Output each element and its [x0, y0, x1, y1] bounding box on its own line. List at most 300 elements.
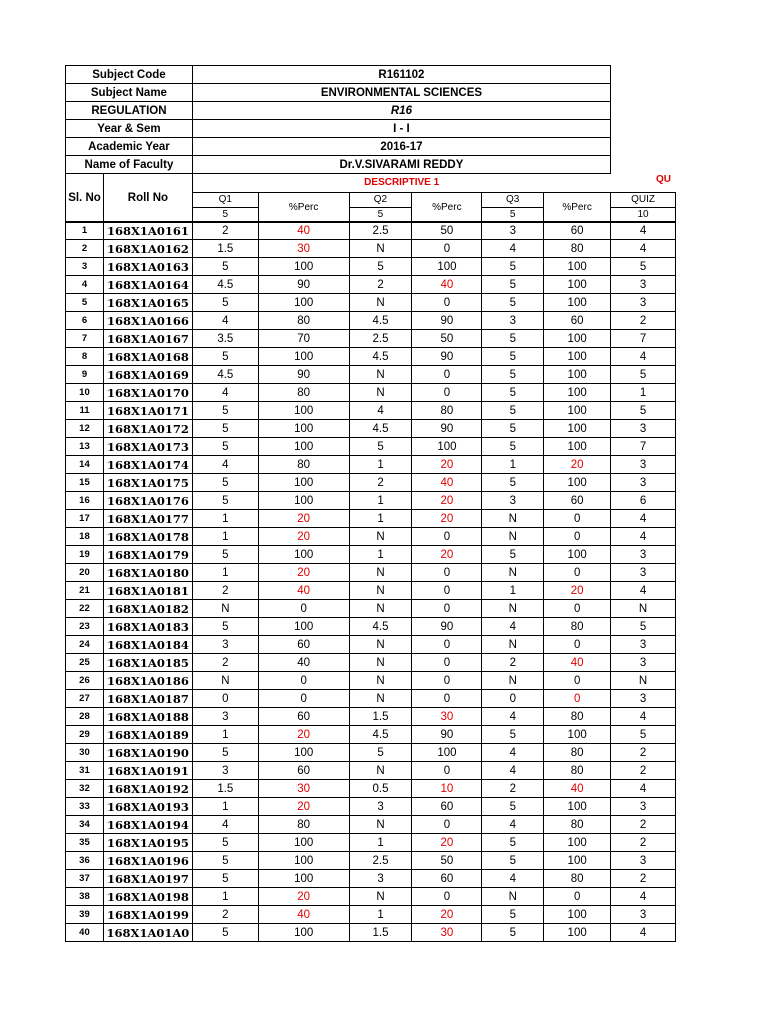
- quiz-header: QUIZ: [611, 192, 676, 207]
- table-row: [66, 402, 676, 420]
- quiz-mark-cell: 3: [611, 546, 676, 564]
- roll-no-cell: 168X1A0175: [103, 474, 192, 492]
- q1-perc-cell: 100: [258, 834, 349, 852]
- roll-no-cell: 168X1A0183: [103, 618, 192, 636]
- q3-perc-cell: 80: [544, 708, 611, 726]
- roll-no-cell: 168X1A0181: [103, 582, 192, 600]
- info-label: Subject Code: [66, 66, 193, 84]
- q1-perc-cell: 20: [258, 564, 349, 582]
- q3-mark-cell: 5: [482, 294, 544, 312]
- q2-perc-cell: 0: [412, 366, 482, 384]
- subject-info-table: [65, 65, 611, 174]
- q2-perc-cell: 90: [412, 726, 482, 744]
- q3-perc-cell: 100: [544, 384, 611, 402]
- q2-mark-cell: N: [349, 582, 412, 600]
- sl-no-cell: 2: [66, 240, 104, 258]
- sl-no-cell: 37: [66, 870, 104, 888]
- quiz-mark-cell: 2: [611, 762, 676, 780]
- quiz-mark-cell: 3: [611, 474, 676, 492]
- q2-perc-cell: 0: [412, 654, 482, 672]
- quiz-mark-cell: N: [611, 600, 676, 618]
- q2-perc-cell: 90: [412, 348, 482, 366]
- roll-no-cell: 168X1A0192: [103, 780, 192, 798]
- q1-perc-cell: 30: [258, 240, 349, 258]
- quiz-mark-cell: 4: [611, 924, 676, 942]
- q2-mark-cell: 3: [349, 870, 412, 888]
- q2-mark-cell: 1: [349, 834, 412, 852]
- q3-perc-cell: 100: [544, 438, 611, 456]
- info-row: [66, 84, 611, 102]
- roll-no-cell: 168X1A0187: [103, 690, 192, 708]
- table-row: [66, 456, 676, 474]
- q3-mark-cell: N: [482, 564, 544, 582]
- q3-perc-cell: 80: [544, 240, 611, 258]
- q3-perc-cell: 100: [544, 924, 611, 942]
- q3-perc-cell: 100: [544, 402, 611, 420]
- q3-header: Q3: [482, 192, 544, 207]
- q2-mark-cell: 4.5: [349, 618, 412, 636]
- q1-mark-cell: 1: [192, 510, 258, 528]
- q2-mark-cell: N: [349, 528, 412, 546]
- info-row: [66, 156, 611, 174]
- table-row: [66, 708, 676, 726]
- q1-perc-cell: 100: [258, 348, 349, 366]
- quiz-mark-cell: 5: [611, 366, 676, 384]
- q1-perc-cell: 80: [258, 312, 349, 330]
- roll-no-cell: 168X1A0179: [103, 546, 192, 564]
- q1-perc-cell: 100: [258, 618, 349, 636]
- q1-perc-header: %Perc: [258, 192, 349, 222]
- q2-perc-cell: 0: [412, 384, 482, 402]
- q1-mark-cell: 3.5: [192, 330, 258, 348]
- sl-no-cell: 23: [66, 618, 104, 636]
- q3-mark-cell: 5: [482, 384, 544, 402]
- q1-mark-cell: 3: [192, 636, 258, 654]
- quiz-mark-cell: 2: [611, 744, 676, 762]
- sl-no-cell: 9: [66, 366, 104, 384]
- q1-mark-cell: N: [192, 600, 258, 618]
- q3-perc-cell: 0: [544, 672, 611, 690]
- q2-perc-cell: 40: [412, 474, 482, 492]
- table-row: [66, 546, 676, 564]
- q2-perc-cell: 0: [412, 672, 482, 690]
- q3-mark-cell: 5: [482, 852, 544, 870]
- table-row: [66, 582, 676, 600]
- q1-mark-cell: 5: [192, 834, 258, 852]
- q1-mark-cell: 2: [192, 906, 258, 924]
- q1-mark-cell: 5: [192, 870, 258, 888]
- table-row: [66, 870, 676, 888]
- q1-perc-cell: 90: [258, 366, 349, 384]
- quiz-mark-cell: 3: [611, 654, 676, 672]
- q1-perc-cell: 80: [258, 456, 349, 474]
- q2-perc-cell: 0: [412, 564, 482, 582]
- quiz-mark-cell: 6: [611, 492, 676, 510]
- q2-mark-cell: 2.5: [349, 222, 412, 240]
- q3-perc-cell: 100: [544, 852, 611, 870]
- q1-mark-cell: 1: [192, 888, 258, 906]
- table-row: [66, 834, 676, 852]
- q3-mark-cell: N: [482, 888, 544, 906]
- sl-no-cell: 40: [66, 924, 104, 942]
- sl-no-cell: 3: [66, 258, 104, 276]
- roll-no-cell: 168X1A0165: [103, 294, 192, 312]
- sl-no-cell: 12: [66, 420, 104, 438]
- q2-perc-cell: 100: [412, 744, 482, 762]
- quiz-mark-cell: 4: [611, 582, 676, 600]
- q1-mark-cell: 5: [192, 492, 258, 510]
- table-row: [66, 420, 676, 438]
- quiz-mark-cell: 2: [611, 834, 676, 852]
- q3-perc-cell: 100: [544, 906, 611, 924]
- sl-no-cell: 16: [66, 492, 104, 510]
- q3-mark-cell: 5: [482, 474, 544, 492]
- table-row: [66, 276, 676, 294]
- roll-no-cell: 168X1A0182: [103, 600, 192, 618]
- q2-perc-cell: 90: [412, 420, 482, 438]
- table-row: [66, 600, 676, 618]
- q1-mark-cell: 4: [192, 456, 258, 474]
- q2-perc-cell: 0: [412, 600, 482, 618]
- sl-no-cell: 29: [66, 726, 104, 744]
- q1-mark-cell: N: [192, 672, 258, 690]
- quiz-mark-cell: 2: [611, 870, 676, 888]
- quiz-mark-cell: 4: [611, 708, 676, 726]
- q1-mark-cell: 4: [192, 816, 258, 834]
- q2-mark-cell: N: [349, 636, 412, 654]
- q1-mark-cell: 4: [192, 384, 258, 402]
- table-row: [66, 240, 676, 258]
- q1-mark-cell: 5: [192, 258, 258, 276]
- table-row: [66, 906, 676, 924]
- sl-no-cell: 6: [66, 312, 104, 330]
- q3-mark-cell: 1: [482, 456, 544, 474]
- q2-mark-cell: N: [349, 672, 412, 690]
- q1-perc-cell: 40: [258, 582, 349, 600]
- roll-no-cell: 168X1A0168: [103, 348, 192, 366]
- roll-no-cell: 168X1A0176: [103, 492, 192, 510]
- q3-perc-cell: 0: [544, 564, 611, 582]
- info-value: R16: [192, 102, 610, 120]
- quiz-mark-cell: 2: [611, 312, 676, 330]
- table-row: [66, 726, 676, 744]
- roll-no-cell: 168X1A0186: [103, 672, 192, 690]
- roll-no-cell: 168X1A0184: [103, 636, 192, 654]
- quiz-mark-cell: 4: [611, 222, 676, 240]
- q3-perc-cell: 40: [544, 654, 611, 672]
- q2-perc-cell: 80: [412, 402, 482, 420]
- q3-mark-cell: 3: [482, 222, 544, 240]
- sl-no-cell: 14: [66, 456, 104, 474]
- q2-mark-cell: N: [349, 294, 412, 312]
- roll-no-cell: 168X1A0169: [103, 366, 192, 384]
- roll-no-cell: 168X1A0195: [103, 834, 192, 852]
- q2-mark-cell: 5: [349, 744, 412, 762]
- q3-mark-cell: 5: [482, 348, 544, 366]
- table-row: [66, 528, 676, 546]
- q3-mark-cell: 1: [482, 582, 544, 600]
- roll-no-cell: 168X1A0170: [103, 384, 192, 402]
- sl-no-header: Sl. No: [66, 174, 104, 223]
- sl-no-cell: 13: [66, 438, 104, 456]
- sl-no-cell: 30: [66, 744, 104, 762]
- q1-mark-cell: 1.5: [192, 240, 258, 258]
- quiz-mark-cell: 4: [611, 510, 676, 528]
- roll-no-cell: 168X1A0199: [103, 906, 192, 924]
- q3-perc-cell: 80: [544, 744, 611, 762]
- q1-mark-cell: 5: [192, 546, 258, 564]
- roll-no-cell: 168X1A0171: [103, 402, 192, 420]
- roll-no-cell: 168X1A0167: [103, 330, 192, 348]
- q1-perc-cell: 100: [258, 924, 349, 942]
- info-label: REGULATION: [66, 102, 193, 120]
- info-value: R161102: [192, 66, 610, 84]
- roll-no-cell: 168X1A0185: [103, 654, 192, 672]
- q2-perc-cell: 50: [412, 852, 482, 870]
- q2-mark-cell: N: [349, 654, 412, 672]
- q3-mark-cell: 5: [482, 258, 544, 276]
- roll-no-cell: 168X1A0174: [103, 456, 192, 474]
- q3-perc-cell: 100: [544, 834, 611, 852]
- roll-no-cell: 168X1A0180: [103, 564, 192, 582]
- q2-perc-header: %Perc: [412, 192, 482, 222]
- q2-mark-cell: 4.5: [349, 348, 412, 366]
- q1-max: 5: [192, 207, 258, 222]
- q1-perc-cell: 100: [258, 852, 349, 870]
- q3-perc-cell: 0: [544, 600, 611, 618]
- quiz-mark-cell: 5: [611, 258, 676, 276]
- roll-no-cell: 168X1A0173: [103, 438, 192, 456]
- table-row: [66, 384, 676, 402]
- q1-mark-cell: 5: [192, 924, 258, 942]
- table-row: [66, 564, 676, 582]
- q2-perc-cell: 0: [412, 816, 482, 834]
- sl-no-cell: 10: [66, 384, 104, 402]
- info-value: Dr.V.SIVARAMI REDDY: [192, 156, 610, 174]
- q2-perc-cell: 0: [412, 636, 482, 654]
- table-row: [66, 330, 676, 348]
- table-row: [66, 294, 676, 312]
- q2-perc-cell: 0: [412, 294, 482, 312]
- q2-max: 5: [349, 207, 412, 222]
- quiz-mark-cell: 3: [611, 690, 676, 708]
- q3-perc-cell: 0: [544, 528, 611, 546]
- q2-mark-cell: 3: [349, 798, 412, 816]
- quiz-mark-cell: 5: [611, 726, 676, 744]
- q3-mark-cell: 4: [482, 870, 544, 888]
- roll-no-cell: 168X1A0193: [103, 798, 192, 816]
- q3-mark-cell: N: [482, 510, 544, 528]
- table-row: [66, 510, 676, 528]
- q1-mark-cell: 2: [192, 222, 258, 240]
- sl-no-cell: 20: [66, 564, 104, 582]
- roll-no-cell: 168X1A0188: [103, 708, 192, 726]
- q1-perc-cell: 20: [258, 726, 349, 744]
- q2-mark-cell: 1.5: [349, 924, 412, 942]
- info-label: Name of Faculty: [66, 156, 193, 174]
- q1-mark-cell: 1: [192, 564, 258, 582]
- q2-mark-cell: 4.5: [349, 312, 412, 330]
- q1-header: Q1: [192, 192, 258, 207]
- q3-mark-cell: 5: [482, 330, 544, 348]
- sl-no-cell: 7: [66, 330, 104, 348]
- q2-perc-cell: 30: [412, 708, 482, 726]
- q2-mark-cell: 2.5: [349, 852, 412, 870]
- q1-mark-cell: 4.5: [192, 366, 258, 384]
- q1-mark-cell: 4.5: [192, 276, 258, 294]
- q3-mark-cell: 4: [482, 708, 544, 726]
- q2-mark-cell: 4.5: [349, 726, 412, 744]
- q3-perc-cell: 60: [544, 492, 611, 510]
- q3-perc-cell: 20: [544, 582, 611, 600]
- info-label: Subject Name: [66, 84, 193, 102]
- sl-no-cell: 27: [66, 690, 104, 708]
- table-row: [66, 654, 676, 672]
- q2-perc-cell: 20: [412, 492, 482, 510]
- table-row: [66, 474, 676, 492]
- q2-mark-cell: N: [349, 600, 412, 618]
- quiz-mark-cell: 3: [611, 852, 676, 870]
- quiz-mark-cell: 2: [611, 816, 676, 834]
- q2-header: Q2: [349, 192, 412, 207]
- sl-no-cell: 17: [66, 510, 104, 528]
- q1-mark-cell: 1: [192, 528, 258, 546]
- sl-no-cell: 19: [66, 546, 104, 564]
- roll-no-cell: 168X1A0189: [103, 726, 192, 744]
- q3-mark-cell: 5: [482, 546, 544, 564]
- q3-perc-cell: 100: [544, 276, 611, 294]
- q2-mark-cell: 2: [349, 474, 412, 492]
- q2-mark-cell: 2: [349, 276, 412, 294]
- q1-perc-cell: 0: [258, 672, 349, 690]
- q1-perc-cell: 100: [258, 492, 349, 510]
- quiz-mark-cell: 3: [611, 906, 676, 924]
- q1-perc-cell: 100: [258, 744, 349, 762]
- quiz-mark-cell: 4: [611, 528, 676, 546]
- quiz-mark-cell: 4: [611, 240, 676, 258]
- roll-no-cell: 168X1A0164: [103, 276, 192, 294]
- q2-perc-cell: 20: [412, 456, 482, 474]
- q2-perc-cell: 100: [412, 258, 482, 276]
- q2-mark-cell: N: [349, 762, 412, 780]
- q3-mark-cell: 5: [482, 438, 544, 456]
- quiz-mark-cell: 7: [611, 330, 676, 348]
- sl-no-cell: 35: [66, 834, 104, 852]
- q2-perc-cell: 30: [412, 924, 482, 942]
- info-label: Year & Sem: [66, 120, 193, 138]
- table-row: [66, 618, 676, 636]
- q1-perc-cell: 20: [258, 798, 349, 816]
- q2-perc-cell: 0: [412, 888, 482, 906]
- quiz-mark-cell: 3: [611, 564, 676, 582]
- q1-perc-cell: 20: [258, 888, 349, 906]
- quiz-mark-cell: 5: [611, 618, 676, 636]
- roll-no-cell: 168X1A0161: [103, 222, 192, 240]
- roll-no-cell: 168X1A0196: [103, 852, 192, 870]
- q2-perc-cell: 20: [412, 510, 482, 528]
- q1-perc-cell: 60: [258, 708, 349, 726]
- q1-perc-cell: 100: [258, 438, 349, 456]
- roll-no-cell: 168X1A0178: [103, 528, 192, 546]
- q3-mark-cell: 5: [482, 924, 544, 942]
- sl-no-cell: 38: [66, 888, 104, 906]
- info-value: ENVIRONMENTAL SCIENCES: [192, 84, 610, 102]
- q2-perc-cell: 40: [412, 276, 482, 294]
- roll-no-cell: 168X1A0194: [103, 816, 192, 834]
- quiz-mark-cell: 3: [611, 636, 676, 654]
- q3-perc-cell: 80: [544, 762, 611, 780]
- q1-perc-cell: 100: [258, 294, 349, 312]
- quiz-mark-cell: 3: [611, 456, 676, 474]
- sl-no-cell: 32: [66, 780, 104, 798]
- table-row: [66, 798, 676, 816]
- q2-mark-cell: 5: [349, 258, 412, 276]
- sl-no-cell: 24: [66, 636, 104, 654]
- q3-max: 5: [482, 207, 544, 222]
- q3-mark-cell: 2: [482, 654, 544, 672]
- sl-no-cell: 8: [66, 348, 104, 366]
- table-row: [66, 888, 676, 906]
- roll-no-cell: 168X1A0172: [103, 420, 192, 438]
- q3-perc-cell: 20: [544, 456, 611, 474]
- sl-no-cell: 1: [66, 222, 104, 240]
- q3-perc-cell: 40: [544, 780, 611, 798]
- sl-no-cell: 31: [66, 762, 104, 780]
- q1-perc-cell: 20: [258, 510, 349, 528]
- q3-perc-cell: 80: [544, 816, 611, 834]
- q2-mark-cell: N: [349, 888, 412, 906]
- table-row: [66, 924, 676, 942]
- q3-perc-cell: 100: [544, 420, 611, 438]
- table-row: [66, 258, 676, 276]
- quiz-mark-cell: 3: [611, 276, 676, 294]
- q3-perc-header: %Perc: [544, 192, 611, 222]
- sl-no-cell: 21: [66, 582, 104, 600]
- q3-perc-cell: 100: [544, 366, 611, 384]
- q2-perc-cell: 50: [412, 330, 482, 348]
- q1-mark-cell: 1: [192, 798, 258, 816]
- q3-mark-cell: N: [482, 636, 544, 654]
- q3-perc-cell: 100: [544, 258, 611, 276]
- table-row: [66, 816, 676, 834]
- q3-mark-cell: 3: [482, 312, 544, 330]
- quiz-max: 10: [611, 207, 676, 222]
- table-row: [66, 852, 676, 870]
- q1-mark-cell: 3: [192, 762, 258, 780]
- q1-perc-cell: 30: [258, 780, 349, 798]
- q1-mark-cell: 1: [192, 726, 258, 744]
- q3-mark-cell: 4: [482, 240, 544, 258]
- roll-no-cell: 168X1A0190: [103, 744, 192, 762]
- q3-perc-cell: 100: [544, 726, 611, 744]
- q3-perc-cell: 100: [544, 348, 611, 366]
- roll-no-cell: 168X1A0163: [103, 258, 192, 276]
- roll-no-cell: 168X1A0166: [103, 312, 192, 330]
- q1-perc-cell: 100: [258, 258, 349, 276]
- sl-no-cell: 4: [66, 276, 104, 294]
- q1-mark-cell: 5: [192, 744, 258, 762]
- table-row: [66, 348, 676, 366]
- q1-mark-cell: 3: [192, 708, 258, 726]
- q3-mark-cell: N: [482, 528, 544, 546]
- q3-perc-cell: 100: [544, 798, 611, 816]
- q3-perc-cell: 100: [544, 546, 611, 564]
- q1-perc-cell: 60: [258, 636, 349, 654]
- sl-no-cell: 11: [66, 402, 104, 420]
- sl-no-cell: 39: [66, 906, 104, 924]
- q3-mark-cell: 2: [482, 780, 544, 798]
- q2-perc-cell: 20: [412, 834, 482, 852]
